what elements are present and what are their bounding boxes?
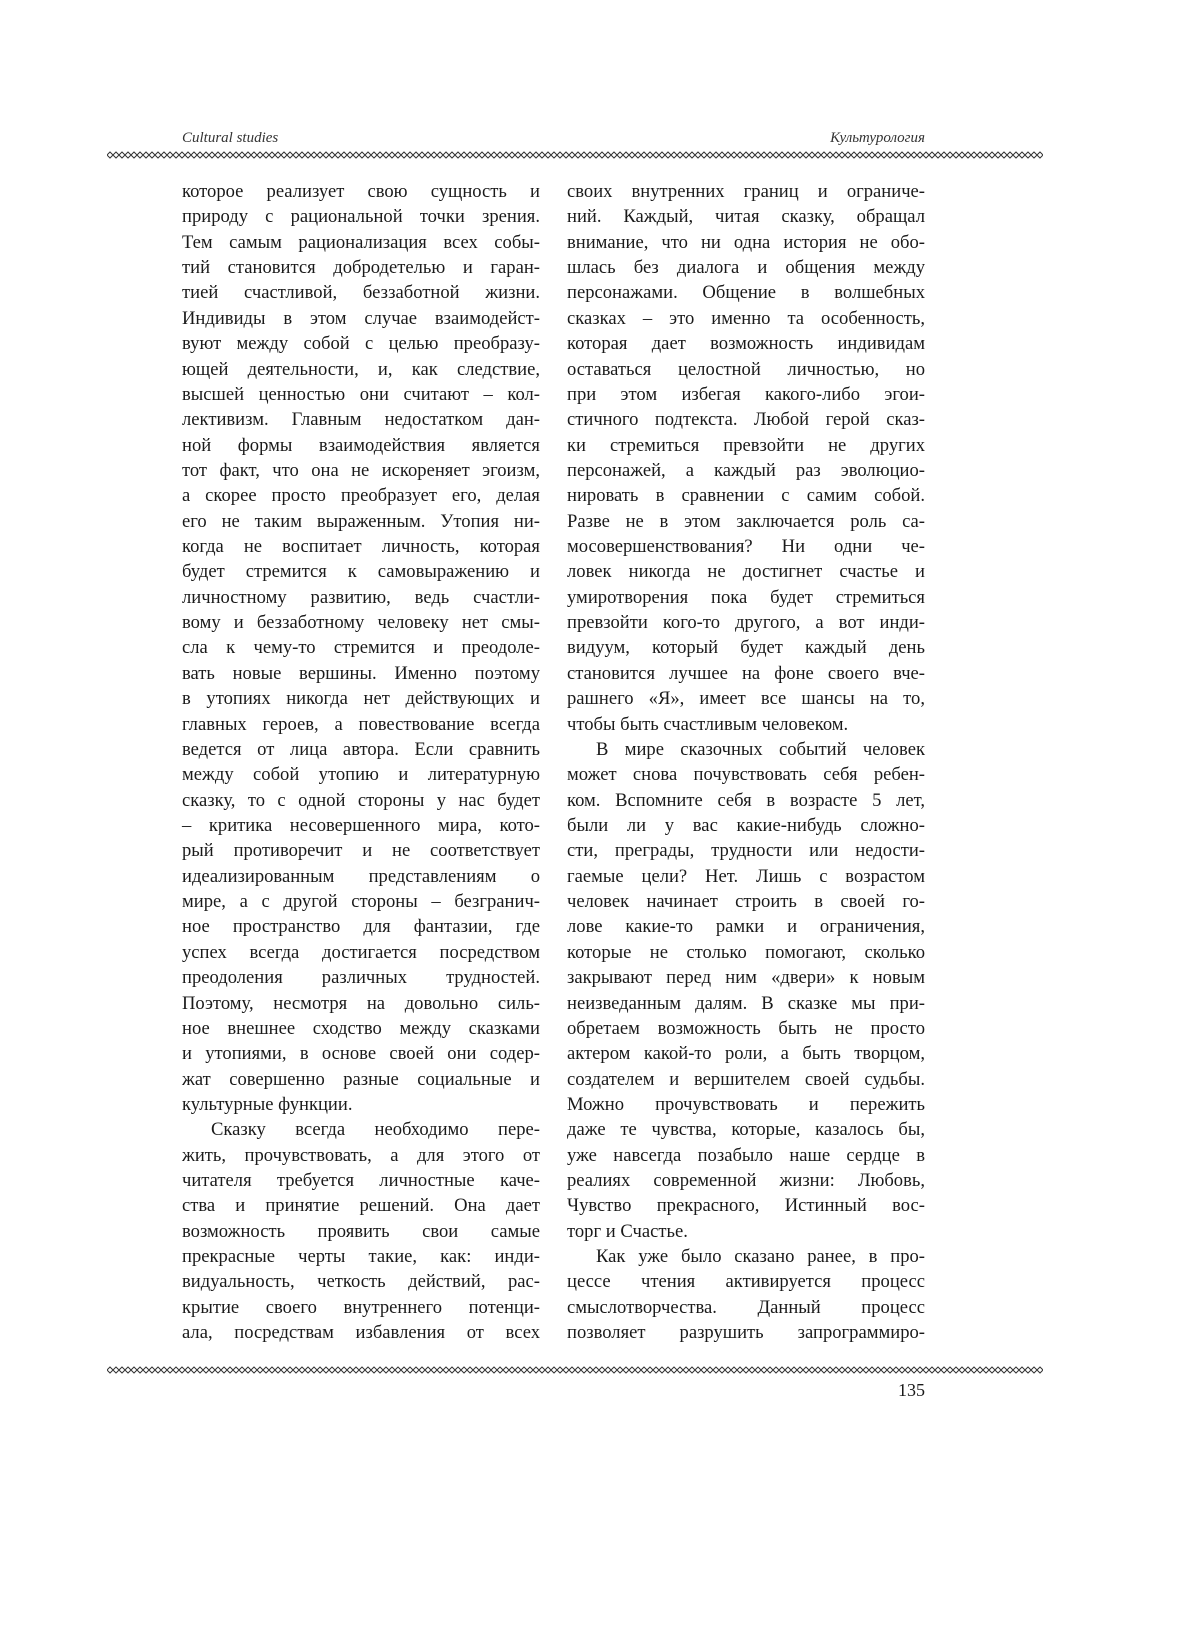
text-line: жить, прочувствовать, а для этого от <box>182 1143 540 1168</box>
text-line: персонажей, а каждый раз эволюцио- <box>567 458 925 483</box>
text-column-left <box>182 179 540 1346</box>
text-line: обретаем возможность быть не просто <box>567 1016 925 1041</box>
text-line: сла к чему-то стремится и преодоле- <box>182 635 540 660</box>
text-line: Тем самым рационализация всех собы- <box>182 230 540 255</box>
text-line: ком. Вспомните себя в возрасте 5 лет, <box>567 788 925 813</box>
text-line: сти, преграды, трудности или недости- <box>567 838 925 863</box>
text-line: природу с рациональной точки зрения. <box>182 204 540 229</box>
text-line: смыслотворчества. Данный процесс <box>567 1295 925 1320</box>
text-line: тот факт, что она не искореняет эгоизм, <box>182 458 540 483</box>
text-line: Можно прочувствовать и пережить <box>567 1092 925 1117</box>
text-line: человек начинает строить в своей го- <box>567 889 925 914</box>
text-line: мосовершенствования? Ни одни че- <box>567 534 925 559</box>
running-header-english: Cultural studies <box>182 130 278 147</box>
text-line: Индивиды в этом случае взаимодейст- <box>182 306 540 331</box>
text-line: жат совершенно разные социальные и <box>182 1067 540 1092</box>
text-line: гаемые цели? Нет. Лишь с возрастом <box>567 864 925 889</box>
text-line: нировать в сравнении с самим собой. <box>567 483 925 508</box>
text-line: культурные функции. <box>182 1092 540 1117</box>
text-line: ний. Каждый, читая сказку, обращал <box>567 204 925 229</box>
text-line: ловек никогда не достигнет счастье и <box>567 559 925 584</box>
ornamental-rule-top <box>107 151 1043 159</box>
text-line: уже навсегда позабыло наше сердце в <box>567 1143 925 1168</box>
text-line: тий становится добродетелью и гаран- <box>182 255 540 280</box>
text-line: видуальность, четкость действий, рас- <box>182 1269 540 1294</box>
text-line: а скорее просто преобразует его, делая <box>182 483 540 508</box>
text-line: ала, посредствам избавления от всех <box>182 1320 540 1345</box>
text-line: вуют между собой с целью преобразу- <box>182 331 540 356</box>
text-line: сказку, то с одной стороны у нас будет <box>182 788 540 813</box>
running-header-russian: Культурология <box>830 130 925 147</box>
paragraph <box>182 1117 540 1345</box>
text-line: при этом избегая какого-либо эгои- <box>567 382 925 407</box>
text-line: успех всегда достигается посредством <box>182 940 540 965</box>
ornamental-rule-bottom <box>107 1366 1043 1374</box>
text-line: высшей ценностью они считают – кол- <box>182 382 540 407</box>
text-line: в утопиях никогда нет действующих и <box>182 686 540 711</box>
text-line: Чувство прекрасного, Истинный вос- <box>567 1193 925 1218</box>
text-line: В мире сказочных событий человек <box>567 737 925 762</box>
text-line: превзойти кого-то другого, а вот инди- <box>567 610 925 635</box>
text-line: главных героев, а повествование всегда <box>182 712 540 737</box>
text-column-right <box>567 179 925 1346</box>
text-line: личностному развитию, ведь счастли- <box>182 585 540 610</box>
paragraph <box>567 179 925 737</box>
text-line: Как уже было сказано ранее, в про- <box>567 1244 925 1269</box>
text-line: преодоления различных трудностей. <box>182 965 540 990</box>
text-line: которая дает возможность индивидам <box>567 331 925 356</box>
text-line: создателем и вершителем своей судьбы. <box>567 1067 925 1092</box>
text-line: даже те чувства, которые, казалось бы, <box>567 1117 925 1142</box>
text-line: ющей деятельности, и, как следствие, <box>182 357 540 382</box>
text-line: между собой утопию и литературную <box>182 762 540 787</box>
text-line: вать новые вершины. Именно поэтому <box>182 661 540 686</box>
paragraph <box>567 1244 925 1345</box>
paragraph <box>182 179 540 1117</box>
text-line: внимание, что ни одна история не обо- <box>567 230 925 255</box>
text-line: его не таким выраженным. Утопия ни- <box>182 509 540 534</box>
paragraph <box>567 737 925 1244</box>
text-line: позволяет разрушить запрограммиро- <box>567 1320 925 1345</box>
text-line: – критика несовершенного мира, кото- <box>182 813 540 838</box>
text-line: которое реализует свою сущность и <box>182 179 540 204</box>
text-line: стичного подтекста. Любой герой сказ- <box>567 407 925 432</box>
text-line: ное пространство для фантазии, где <box>182 914 540 939</box>
text-line: неизведанным далям. В сказке мы при- <box>567 991 925 1016</box>
text-line: когда не воспитает личность, которая <box>182 534 540 559</box>
text-line: ки стремиться превзойти не других <box>567 433 925 458</box>
page-number: 135 <box>898 1380 925 1401</box>
text-line: может снова почувствовать себя ребен- <box>567 762 925 787</box>
text-line: видуум, который будет каждый день <box>567 635 925 660</box>
text-line: были ли у вас какие-нибудь сложно- <box>567 813 925 838</box>
text-line: чтобы быть счастливым человеком. <box>567 712 925 737</box>
text-line: рашнего «Я», имеет все шансы на то, <box>567 686 925 711</box>
text-line: своих внутренних границ и ограниче- <box>567 179 925 204</box>
text-line: торг и Счастье. <box>567 1219 925 1244</box>
text-line: реалиях современной жизни: Любовь, <box>567 1168 925 1193</box>
text-line: персонажами. Общение в волшебных <box>567 280 925 305</box>
text-line: вому и беззаботному человеку нет смы- <box>182 610 540 635</box>
text-line: цессе чтения активируется процесс <box>567 1269 925 1294</box>
text-line: мире, а с другой стороны – безгранич- <box>182 889 540 914</box>
text-line: сказках – это именно та особенность, <box>567 306 925 331</box>
text-line: и утопиями, в основе своей они содер- <box>182 1041 540 1066</box>
text-line: идеализированным представлениям о <box>182 864 540 889</box>
text-line: умиротворения пока будет стремиться <box>567 585 925 610</box>
text-line: оставаться целостной личностью, но <box>567 357 925 382</box>
text-line: Поэтому, несмотря на довольно силь- <box>182 991 540 1016</box>
text-line: ное внешнее сходство между сказками <box>182 1016 540 1041</box>
text-line: будет стремится к самовыражению и <box>182 559 540 584</box>
text-line: лове какие-то рамки и ограничения, <box>567 914 925 939</box>
text-line: ведется от лица автора. Если сравнить <box>182 737 540 762</box>
text-line: тией счастливой, беззаботной жизни. <box>182 280 540 305</box>
text-line: Сказку всегда необходимо пере- <box>182 1117 540 1142</box>
text-line: ства и принятие решений. Она дает <box>182 1193 540 1218</box>
text-line: актером какой-то роли, а быть творцом, <box>567 1041 925 1066</box>
text-line: возможность проявить свои самые <box>182 1219 540 1244</box>
text-line: становится лучшее на фоне своего вче- <box>567 661 925 686</box>
text-line: читателя требуется личностные каче- <box>182 1168 540 1193</box>
text-line: которые не столько помогают, сколько <box>567 940 925 965</box>
text-line: рый противоречит и не соответствует <box>182 838 540 863</box>
text-line: закрывают перед ним «двери» к новым <box>567 965 925 990</box>
text-line: лективизм. Главным недостатком дан- <box>182 407 540 432</box>
text-line: прекрасные черты такие, как: инди- <box>182 1244 540 1269</box>
text-line: ной формы взаимодействия является <box>182 433 540 458</box>
text-line: Разве не в этом заключается роль са- <box>567 509 925 534</box>
text-line: крытие своего внутреннего потенци- <box>182 1295 540 1320</box>
text-line: шлась без диалога и общения между <box>567 255 925 280</box>
